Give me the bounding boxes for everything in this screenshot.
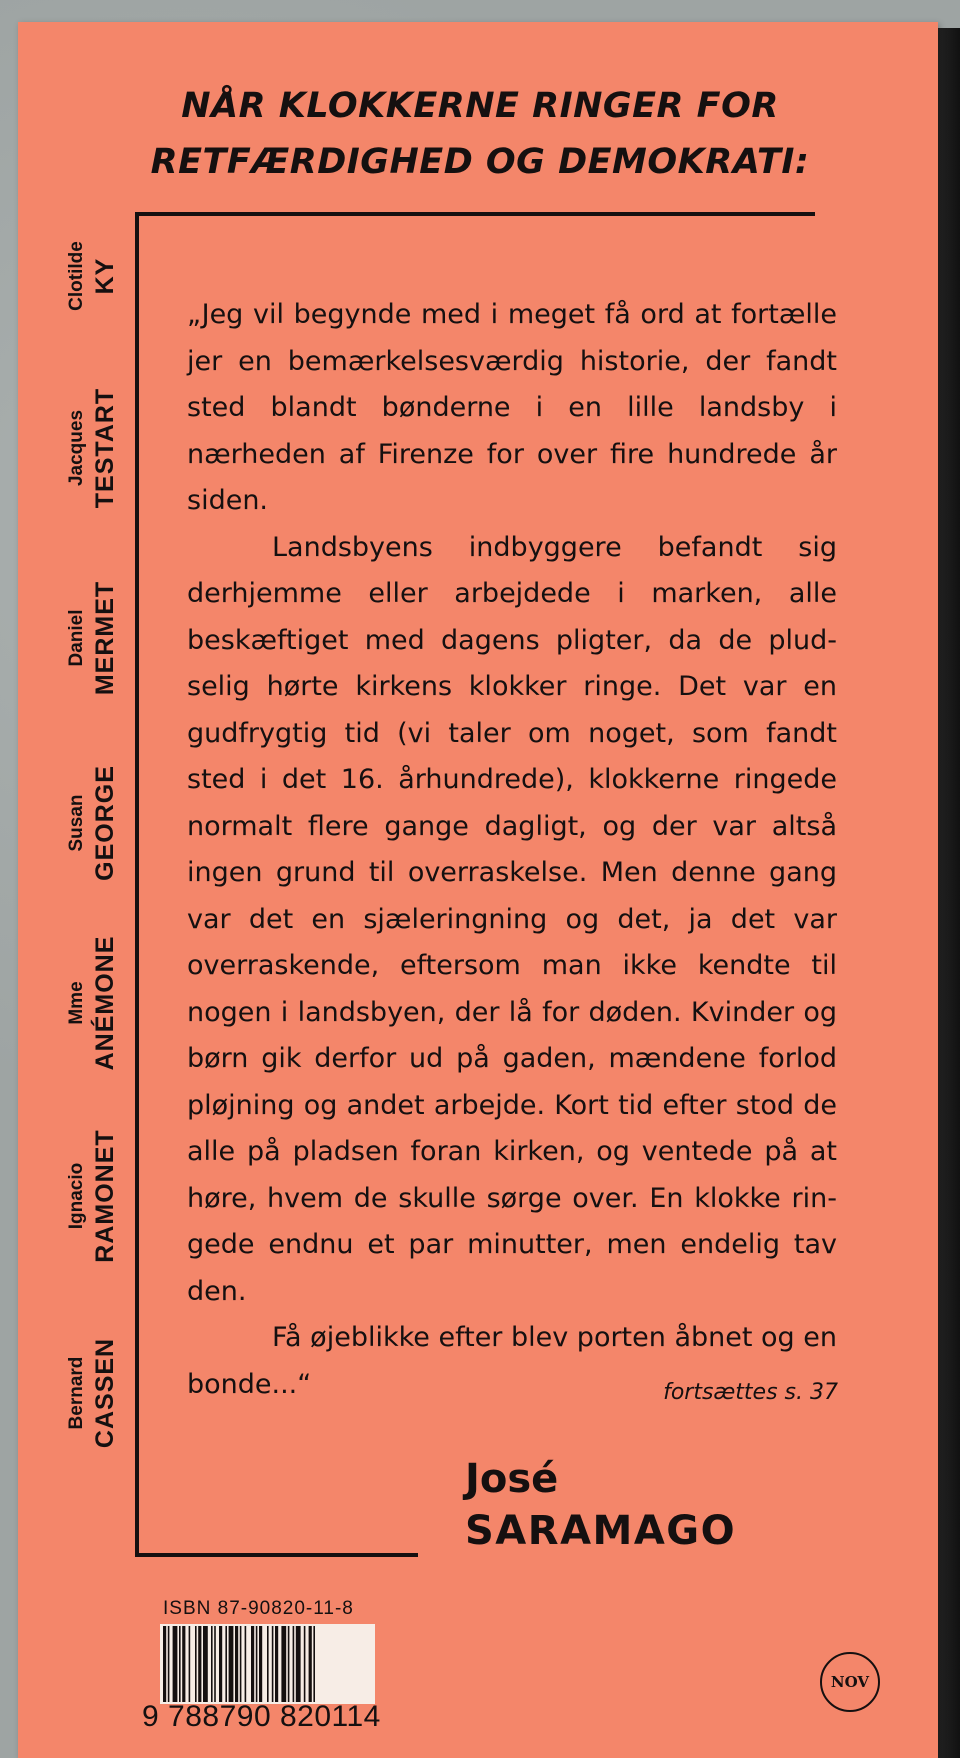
author-last-name: MERMET: [91, 580, 119, 696]
frame-bottom-rule: [135, 1553, 418, 1557]
author-first-name: Mme: [66, 981, 87, 1025]
quote-paragraph: Få øjeblikke efter blev porten åbnet og en bonde...“: [187, 1322, 837, 1400]
barcode-image: [160, 1624, 375, 1704]
author-first-name: Jacques: [66, 409, 87, 487]
publisher-logo-text: NOV: [830, 1673, 870, 1691]
author-first-name: Ignacio: [66, 1162, 87, 1230]
frame-top-rule: [135, 212, 815, 216]
isbn-label: ISBN 87-90820-11-8: [163, 1598, 354, 1619]
author-list: [42, 228, 142, 1538]
headline: [130, 78, 830, 190]
author-first-name: Clotilde: [66, 241, 87, 311]
author-first-name: Susan: [66, 794, 87, 852]
author-last-name: CASSEN: [91, 1337, 119, 1449]
quote-paragraph: „Jeg vil begynde med i meget få ord at fortælle jer en bemærkelsesværdig historie, der fandt sted blandt bønderne i en lille landsby i nærheden af Firenze for over fire hundrede år siden.: [187, 299, 837, 516]
headline-line-1: NÅR KLOKKERNE RINGER FOR: [181, 86, 779, 126]
headline-line-2: RETFÆRDIGHED OG DEMOKRATI:: [150, 142, 810, 182]
author-signature: [465, 1453, 736, 1557]
barcode-digits: 9 788790 820114: [142, 1700, 381, 1733]
author-first-name: Daniel: [66, 609, 87, 667]
publisher-logo: [820, 1652, 880, 1712]
signature-last-name: SARAMAGO: [465, 1508, 737, 1554]
quote-body: [187, 292, 837, 1408]
author-last-name: RAMONET: [91, 1129, 119, 1263]
continued-note: fortsættes s. 37: [663, 1380, 838, 1405]
quote-paragraph: Landsbyens indbyggere befandt sig derhjemme eller arbejdede i marken, alle beskæftiget med dagens pligter, da de pludselig hørte kirkens klokker ringe. Det var en gudfrygtig tid (vi taler om noget, som fandt sted i det 16. århundrede), klokkerne ringede normalt flere gange dagligt, og der var altså ingen grund til overraskelse. Men denne gang var det en sjæleringning og det, ja det var overraskende, eftersom man ikke kendte til nogen i landsbyen, der lå for døden. Kvinder og børn gik derfor ud på gaden, mændene forlod pløjning og andet arbejde. Kort tid efter stod de alle på pladsen foran kirken, og ventede på at høre, hvem de skulle sørge over. En klokke ringede endnu et par minutter, men endelig tav den.: [187, 531, 837, 1307]
author-first-name: Bernard: [66, 1356, 87, 1430]
author-last-name: TESTART: [91, 387, 119, 509]
signature-first-name: José: [465, 1456, 559, 1502]
author-last-name: KY: [91, 257, 119, 295]
author-last-name: ANÉMONE: [91, 935, 119, 1071]
author-last-name: GEORGE: [91, 765, 119, 881]
